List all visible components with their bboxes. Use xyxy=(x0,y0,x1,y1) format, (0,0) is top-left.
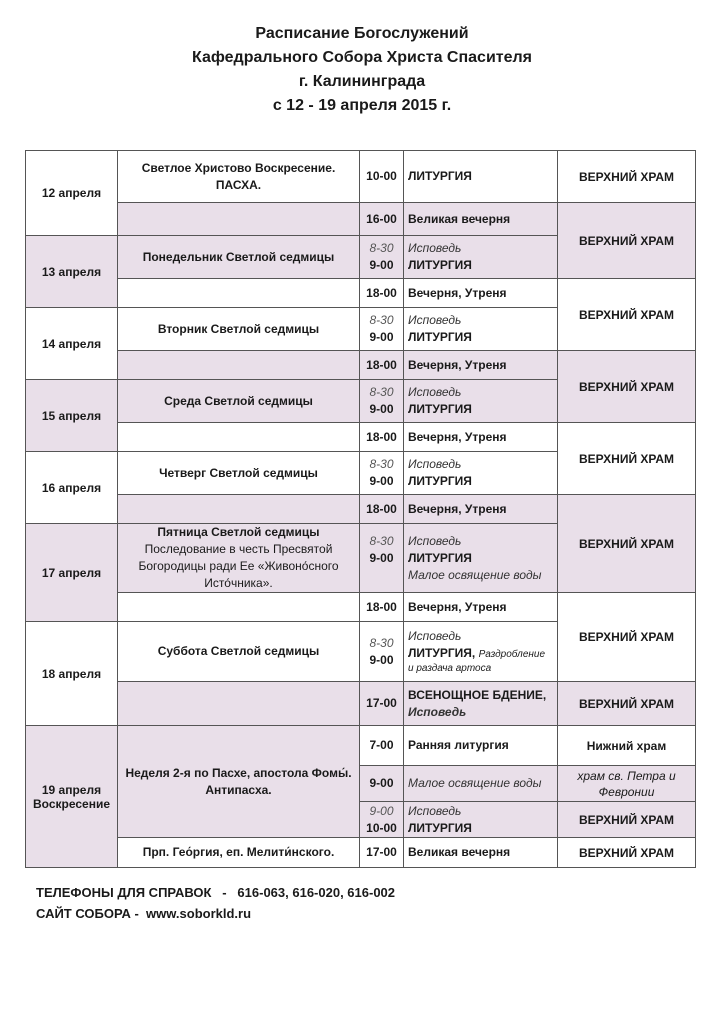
time-cell xyxy=(360,380,404,423)
occasion-cell xyxy=(118,622,360,682)
occasion-cell-empty xyxy=(118,279,360,308)
location-cell xyxy=(558,766,696,802)
occasion-cell xyxy=(118,380,360,423)
time-text: 8-30 xyxy=(369,533,394,548)
time-cell xyxy=(360,838,404,868)
time-text: 9-00 xyxy=(369,402,394,416)
table-row xyxy=(26,593,696,622)
header-title: Расписание Богослужений xyxy=(255,25,469,42)
service-text: Вечерня, Утреня xyxy=(408,429,507,444)
time-text: 8-30 xyxy=(369,635,394,650)
service-text: Вечерня, Утреня xyxy=(408,357,507,372)
service-text: Исповедь xyxy=(408,533,462,548)
occasion-title: Суббота Светлой седмицы xyxy=(157,644,320,658)
occasion-cell-empty xyxy=(118,682,360,726)
time-cell xyxy=(360,423,404,452)
table-row xyxy=(26,423,696,452)
service-text: ЛИТУРГИЯ xyxy=(408,330,472,344)
table-row xyxy=(26,495,696,524)
service-text: ЛИТУРГИЯ, xyxy=(408,645,476,660)
location-cell: ВЕРХНИЙ ХРАМ xyxy=(558,838,696,868)
occasion-cell-empty xyxy=(118,495,360,524)
time-text: 9-00 xyxy=(369,652,394,667)
service-cell xyxy=(404,351,558,380)
time-cell xyxy=(360,622,404,682)
time-text: 9-00 xyxy=(369,776,394,790)
service-text: Великая вечерня xyxy=(408,211,511,226)
occasion-title: Прп. Гео́ргия, еп. Мелити́нского. xyxy=(142,845,335,859)
service-text: Малое освящение воды xyxy=(408,567,542,582)
date-cell: 16 апреля xyxy=(26,452,118,524)
time-cell xyxy=(360,682,404,726)
service-cell xyxy=(404,236,558,279)
time-cell xyxy=(360,726,404,766)
time-cell xyxy=(360,802,404,838)
service-cell xyxy=(404,308,558,351)
time-cell xyxy=(360,351,404,380)
time-text: 16-00 xyxy=(366,211,397,226)
occasion-title: Неделя 2-я по Пасхе, апостола Фомы́. Антипасха. xyxy=(125,765,352,797)
service-cell xyxy=(404,726,558,766)
location-cell: ВЕРХНИЙ ХРАМ xyxy=(558,495,696,593)
time-text: 9-00 xyxy=(369,550,394,565)
time-text: 8-30 xyxy=(369,241,394,255)
table-row xyxy=(26,682,696,726)
occasion-title: Светлое Христово Воскресение. ПАСХА. xyxy=(141,160,336,192)
time-text: 8-30 xyxy=(369,385,394,399)
occasion-cell xyxy=(118,236,360,279)
occasion-cell-empty xyxy=(118,203,360,236)
service-text: ВСЕНОЩНОЕ БДЕНИЕ, xyxy=(408,687,547,702)
time-text: 18-00 xyxy=(366,357,397,372)
date-cell: 13 апреля xyxy=(26,236,118,308)
page-footer xyxy=(36,882,395,924)
occasion-cell xyxy=(118,151,360,203)
schedule-table xyxy=(25,150,696,868)
service-cell xyxy=(404,203,558,236)
service-text: Великая вечерня xyxy=(408,845,511,859)
time-cell xyxy=(360,495,404,524)
occasion-cell xyxy=(118,838,360,868)
time-text: 7-00 xyxy=(369,738,394,752)
service-cell xyxy=(404,279,558,308)
time-cell xyxy=(360,308,404,351)
location-cell: ВЕРХНИЙ ХРАМ xyxy=(558,682,696,726)
page-header xyxy=(0,22,724,118)
occasion-title: Четверг Светлой седмицы xyxy=(159,465,318,480)
service-cell xyxy=(404,593,558,622)
table-row xyxy=(26,279,696,308)
occasion-cell xyxy=(118,308,360,351)
time-cell xyxy=(360,593,404,622)
occasion-title: Вторник Светлой седмицы xyxy=(157,321,320,336)
service-text: ЛИТУРГИЯ xyxy=(408,258,472,272)
location-cell: ВЕРХНИЙ ХРАМ xyxy=(558,151,696,203)
location-text: храм св. Петра и Февронии xyxy=(577,768,676,799)
service-cell xyxy=(404,622,558,682)
time-cell xyxy=(360,766,404,802)
service-cell xyxy=(404,423,558,452)
service-text: ЛИТУРГИЯ xyxy=(408,169,472,183)
time-cell xyxy=(360,203,404,236)
date-cell xyxy=(26,726,118,868)
time-text: 18-00 xyxy=(366,429,397,444)
date-cell: 12 апреля xyxy=(26,151,118,236)
service-note: Раздробление xyxy=(478,648,546,660)
time-text: 17-00 xyxy=(366,696,397,710)
time-text: 10-00 xyxy=(366,169,397,183)
service-cell xyxy=(404,524,558,593)
location-cell: ВЕРХНИЙ ХРАМ xyxy=(558,802,696,838)
date-cell: 14 апреля xyxy=(26,308,118,380)
header-dates: с 12 - 19 апреля 2015 г. xyxy=(272,97,452,114)
time-text: 8-30 xyxy=(369,457,394,471)
location-cell: ВЕРХНИЙ ХРАМ xyxy=(558,423,696,495)
occasion-title: Среда Светлой седмицы xyxy=(164,393,313,408)
location-cell: ВЕРХНИЙ ХРАМ xyxy=(558,593,696,682)
occasion-cell xyxy=(118,726,360,838)
service-text: Ранняя литургия xyxy=(408,738,509,752)
service-text: Малое освящение воды xyxy=(408,776,542,790)
footer-site: САЙТ СОБОРА - www.soborkld.ru xyxy=(36,906,252,921)
occasion-title: Пятница Светлой седмицы xyxy=(157,525,320,539)
occasion-title: Понедельник Светлой седмицы xyxy=(142,249,335,264)
service-text: ЛИТУРГИЯ xyxy=(408,550,472,565)
service-text: Вечерня, Утреня xyxy=(408,501,507,516)
time-text: 9-00 xyxy=(369,474,394,488)
service-text: Исповедь xyxy=(408,385,462,399)
service-text: Исповедь xyxy=(408,628,462,643)
date-text: 19 апреля xyxy=(41,782,102,797)
date-cell: 15 апреля xyxy=(26,380,118,452)
location-cell: Нижний храм xyxy=(558,726,696,766)
table-row xyxy=(26,838,696,868)
service-text: Исповедь xyxy=(408,457,462,471)
service-note: и раздача артоса xyxy=(408,662,492,674)
time-text: 18-00 xyxy=(366,285,397,300)
service-text: ЛИТУРГИЯ xyxy=(408,820,472,835)
service-text: Вечерня, Утреня xyxy=(408,285,507,300)
time-cell xyxy=(360,151,404,203)
occasion-cell xyxy=(118,524,360,593)
time-text: 8-30 xyxy=(369,313,394,327)
date-cell: 18 апреля xyxy=(26,622,118,726)
table-row xyxy=(26,203,696,236)
location-cell: ВЕРХНИЙ ХРАМ xyxy=(558,203,696,279)
service-text: Исповедь xyxy=(408,704,467,719)
footer-phones: ТЕЛЕФОНЫ ДЛЯ СПРАВОК - 616-063, 616-020, 616-002 xyxy=(36,885,396,900)
time-text: 9-00 xyxy=(369,803,394,818)
service-text: ЛИТУРГИЯ xyxy=(408,402,472,416)
time-cell xyxy=(360,452,404,495)
service-cell xyxy=(404,452,558,495)
service-text: ЛИТУРГИЯ xyxy=(408,474,472,488)
service-text: Исповедь xyxy=(408,313,462,327)
time-text: 17-00 xyxy=(366,845,397,859)
service-cell xyxy=(404,766,558,802)
table-row xyxy=(26,151,696,203)
time-text: 18-00 xyxy=(366,599,397,614)
service-cell xyxy=(404,380,558,423)
occasion-cell-empty xyxy=(118,593,360,622)
time-text: 9-00 xyxy=(369,258,394,272)
location-cell: ВЕРХНИЙ ХРАМ xyxy=(558,279,696,351)
time-cell xyxy=(360,524,404,593)
service-cell xyxy=(404,838,558,868)
time-cell xyxy=(360,279,404,308)
location-cell: ВЕРХНИЙ ХРАМ xyxy=(558,351,696,423)
table-row xyxy=(26,726,696,766)
date-cell: 17 апреля xyxy=(26,524,118,622)
header-city: г. Калининграда xyxy=(298,73,426,90)
service-cell xyxy=(404,151,558,203)
occasion-subtitle: Последование в честь Пресвятой Богородицы ради Ее «Живоно́сного Исто́чника». xyxy=(138,542,339,590)
time-cell xyxy=(360,236,404,279)
header-cathedral: Кафедрального Собора Христа Спасителя xyxy=(191,49,533,66)
occasion-cell-empty xyxy=(118,351,360,380)
date-subtext: Воскресение xyxy=(32,796,110,811)
service-text: Исповедь xyxy=(408,803,462,818)
occasion-cell xyxy=(118,452,360,495)
service-text: Вечерня, Утреня xyxy=(408,599,507,614)
service-cell xyxy=(404,495,558,524)
table-row xyxy=(26,351,696,380)
service-text: Исповедь xyxy=(408,241,462,255)
service-cell xyxy=(404,802,558,838)
time-text: 10-00 xyxy=(366,820,397,835)
time-text: 18-00 xyxy=(366,501,397,516)
occasion-cell-empty xyxy=(118,423,360,452)
service-cell xyxy=(404,682,558,726)
time-text: 9-00 xyxy=(369,330,394,344)
